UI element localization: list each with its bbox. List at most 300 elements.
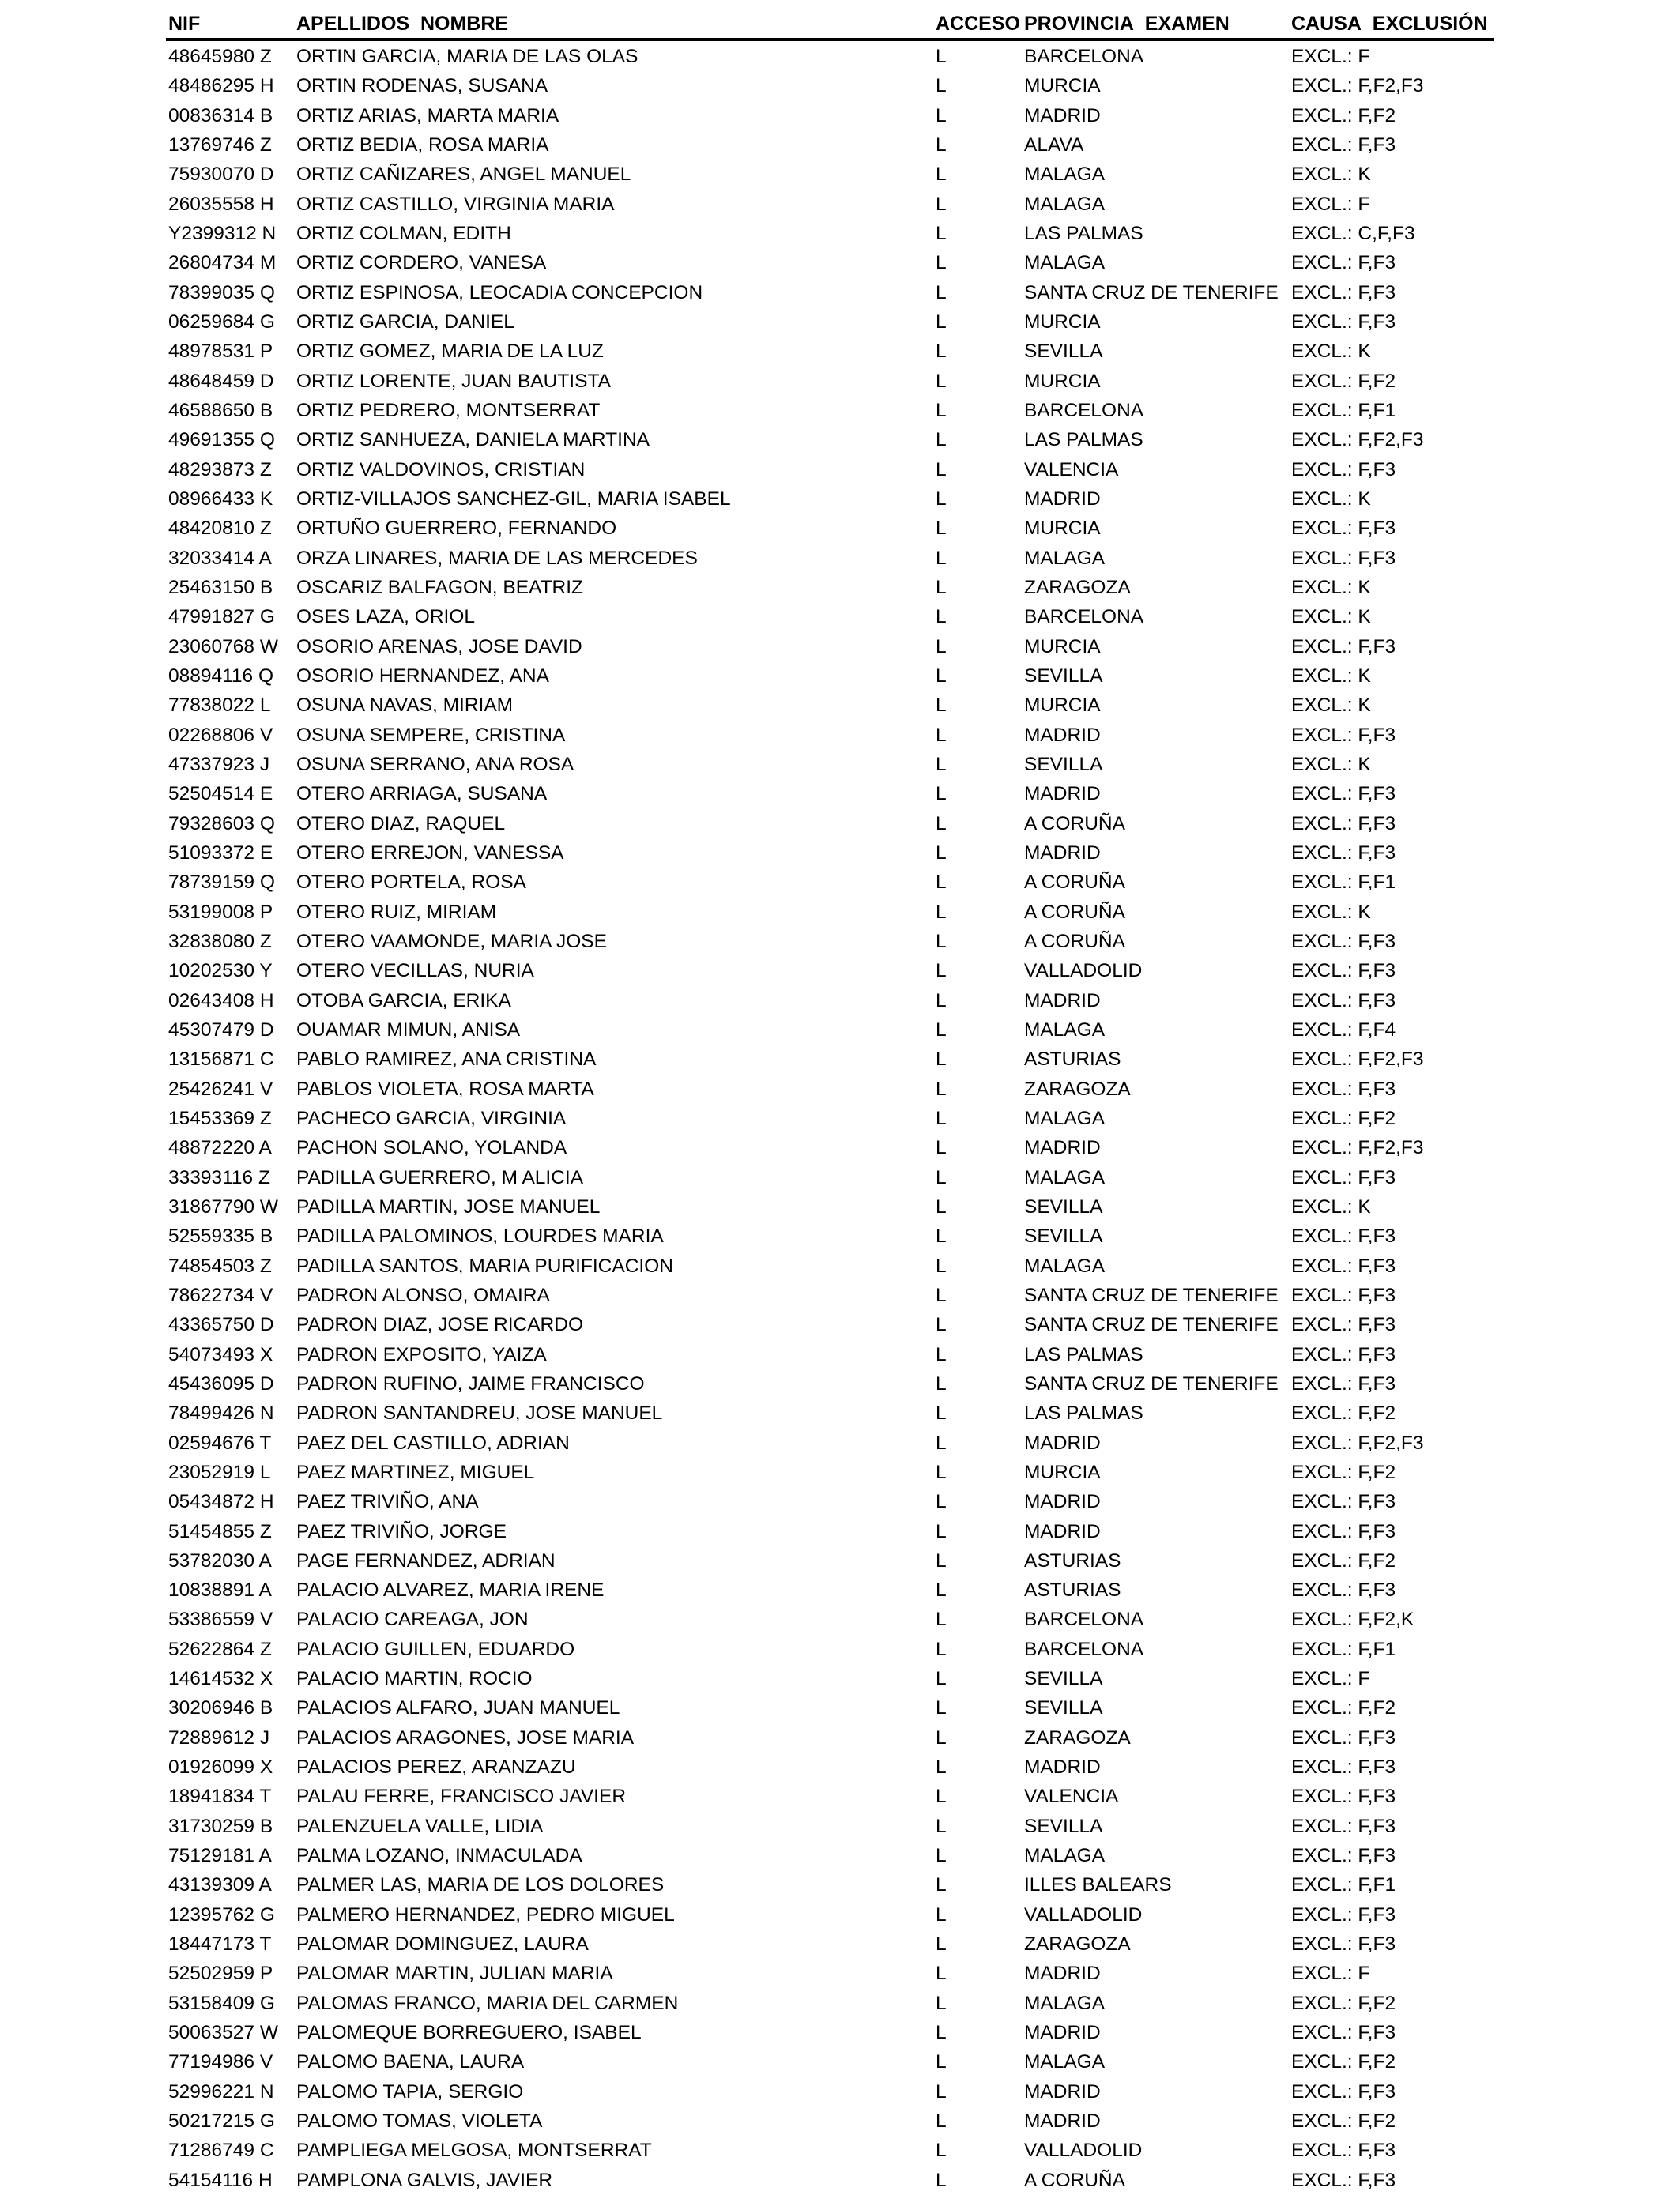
cell-causa-exclusion: EXCL.: F,F3 xyxy=(1291,1226,1396,1248)
table-row xyxy=(0,337,1680,366)
cell-apellidos-nombre: PADRON RUFINO, JAIME FRANCISCO xyxy=(296,1372,645,1395)
cell-provincia-examen: MADRID xyxy=(1024,1432,1101,1454)
table-row xyxy=(0,2107,1680,2136)
cell-apellidos-nombre: ORTUÑO GUERRERO, FERNANDO xyxy=(296,518,617,540)
cell-acceso: L xyxy=(936,1166,947,1188)
cell-acceso: L xyxy=(936,812,947,834)
cell-nif: 48293873 Z xyxy=(168,458,272,480)
cell-provincia-examen: ASTURIAS xyxy=(1024,1549,1121,1572)
cell-apellidos-nombre: ORZA LINARES, MARIA DE LAS MERCEDES xyxy=(296,547,698,569)
cell-acceso: L xyxy=(936,1786,947,1808)
cell-apellidos-nombre: PADILLA GUERRERO, M ALICIA xyxy=(296,1166,584,1188)
table-row xyxy=(0,307,1680,337)
cell-provincia-examen: MALAGA xyxy=(1024,164,1106,186)
cell-acceso: L xyxy=(936,222,947,244)
cell-apellidos-nombre: PACHON SOLANO, YOLANDA xyxy=(296,1137,567,1159)
cell-nif: 54073493 X xyxy=(168,1343,273,1365)
cell-acceso: L xyxy=(936,252,947,274)
cell-causa-exclusion: EXCL.: F,F3 xyxy=(1291,841,1396,864)
cell-provincia-examen: LAS PALMAS xyxy=(1024,222,1143,244)
cell-causa-exclusion: EXCL.: F,F2,F3 xyxy=(1291,1432,1424,1454)
cell-causa-exclusion: EXCL.: F,F3 xyxy=(1291,989,1396,1011)
cell-provincia-examen: ALAVA xyxy=(1024,134,1084,156)
cell-provincia-examen: A CORUÑA xyxy=(1024,872,1125,894)
cell-acceso: L xyxy=(936,1992,947,2014)
cell-provincia-examen: LAS PALMAS xyxy=(1024,1343,1143,1365)
cell-acceso: L xyxy=(936,1226,947,1248)
cell-provincia-examen: MADRID xyxy=(1024,841,1101,864)
cell-provincia-examen: SANTA CRUZ DE TENERIFE xyxy=(1024,1314,1279,1336)
table-row xyxy=(0,1369,1680,1399)
cell-causa-exclusion: EXCL.: F xyxy=(1291,1963,1370,1985)
cell-causa-exclusion: EXCL.: F,F3 xyxy=(1291,783,1396,805)
cell-apellidos-nombre: ORTIZ GOMEZ, MARIA DE LA LUZ xyxy=(296,341,604,363)
cell-nif: 15453369 Z xyxy=(168,1107,272,1129)
cell-apellidos-nombre: PALACIO GUILLEN, EDUARDO xyxy=(296,1638,575,1660)
cell-apellidos-nombre: PALACIOS ALFARO, JUAN MANUEL xyxy=(296,1697,620,1719)
cell-apellidos-nombre: PALOMO TOMAS, VIOLETA xyxy=(296,2110,543,2133)
cell-acceso: L xyxy=(936,1933,947,1956)
cell-nif: 53158409 G xyxy=(168,1992,275,2014)
cell-nif: 13769746 Z xyxy=(168,134,272,156)
cell-nif: 72889612 J xyxy=(168,1726,270,1749)
cell-nif: 78499426 N xyxy=(168,1402,274,1425)
cell-causa-exclusion: EXCL.: F,F3 xyxy=(1291,2140,1396,2162)
cell-apellidos-nombre: PALACIO CAREAGA, JON xyxy=(296,1609,529,1631)
cell-causa-exclusion: EXCL.: F,F3 xyxy=(1291,635,1396,657)
cell-acceso: L xyxy=(936,1018,947,1041)
cell-nif: 75129181 A xyxy=(168,1845,272,1867)
cell-causa-exclusion: EXCL.: F,F3 xyxy=(1291,930,1396,952)
cell-acceso: L xyxy=(936,872,947,894)
table-row xyxy=(0,1930,1680,1959)
cell-provincia-examen: SANTA CRUZ DE TENERIFE xyxy=(1024,1372,1279,1395)
cell-apellidos-nombre: OSUNA SEMPERE, CRISTINA xyxy=(296,724,566,746)
cell-apellidos-nombre: ORTIZ BEDIA, ROSA MARIA xyxy=(296,134,549,156)
cell-provincia-examen: MALAGA xyxy=(1024,1018,1106,1041)
cell-apellidos-nombre: PABLOS VIOLETA, ROSA MARTA xyxy=(296,1078,594,1100)
cell-acceso: L xyxy=(936,635,947,657)
table-row xyxy=(0,1252,1680,1281)
cell-provincia-examen: VALENCIA xyxy=(1024,458,1119,480)
cell-provincia-examen: MALAGA xyxy=(1024,1255,1106,1277)
cell-provincia-examen: VALLADOLID xyxy=(1024,1903,1143,1926)
cell-apellidos-nombre: PALACIOS ARAGONES, JOSE MARIA xyxy=(296,1726,635,1749)
cell-provincia-examen: SEVILLA xyxy=(1024,1697,1103,1719)
cell-causa-exclusion: EXCL.: K xyxy=(1291,341,1371,363)
table-row xyxy=(0,160,1680,189)
cell-apellidos-nombre: PAGE FERNANDEZ, ADRIAN xyxy=(296,1549,556,1572)
cell-provincia-examen: MALAGA xyxy=(1024,193,1106,215)
cell-apellidos-nombre: PAEZ TRIVIÑO, JORGE xyxy=(296,1520,507,1542)
header-nif: NIF xyxy=(168,13,201,35)
cell-causa-exclusion: EXCL.: F,F2,F3 xyxy=(1291,429,1424,451)
cell-causa-exclusion: EXCL.: F,F3 xyxy=(1291,1903,1396,1926)
table-row xyxy=(0,1015,1680,1045)
table-row xyxy=(0,1487,1680,1516)
cell-apellidos-nombre: PALOMAS FRANCO, MARIA DEL CARMEN xyxy=(296,1992,679,2014)
cell-nif: 30206946 B xyxy=(168,1697,273,1719)
cell-provincia-examen: VALLADOLID xyxy=(1024,960,1143,982)
cell-provincia-examen: MALAGA xyxy=(1024,1845,1106,1867)
cell-acceso: L xyxy=(936,1372,947,1395)
table-row xyxy=(0,1693,1680,1722)
cell-apellidos-nombre: ORTIZ ESPINOSA, LEOCADIA CONCEPCION xyxy=(296,281,703,303)
cell-provincia-examen: VALENCIA xyxy=(1024,1786,1119,1808)
cell-causa-exclusion: EXCL.: K xyxy=(1291,665,1371,687)
table-row xyxy=(0,927,1680,956)
cell-causa-exclusion: EXCL.: F,F3 xyxy=(1291,2022,1396,2044)
table-row xyxy=(0,278,1680,307)
cell-apellidos-nombre: OTERO VAAMONDE, MARIA JOSE xyxy=(296,930,607,952)
cell-acceso: L xyxy=(936,134,947,156)
cell-acceso: L xyxy=(936,458,947,480)
cell-provincia-examen: MADRID xyxy=(1024,2110,1101,2133)
cell-nif: 33393116 Z xyxy=(168,1166,270,1188)
table-row xyxy=(0,42,1680,71)
cell-nif: 05434872 H xyxy=(168,1491,274,1513)
cell-nif: 23052919 L xyxy=(168,1461,271,1483)
table-row xyxy=(0,661,1680,691)
cell-acceso: L xyxy=(936,606,947,628)
cell-causa-exclusion: EXCL.: F,F3 xyxy=(1291,1491,1396,1513)
cell-apellidos-nombre: OSCARIZ BALFAGON, BEATRIZ xyxy=(296,576,584,598)
cell-nif: 02268806 V xyxy=(168,724,273,746)
cell-causa-exclusion: EXCL.: F,F2,K xyxy=(1291,1609,1414,1631)
cell-acceso: L xyxy=(936,193,947,215)
cell-nif: 52502959 P xyxy=(168,1963,273,1985)
cell-provincia-examen: ZARAGOZA xyxy=(1024,1933,1131,1956)
cell-causa-exclusion: EXCL.: F,F2 xyxy=(1291,2051,1396,2073)
cell-acceso: L xyxy=(936,901,947,923)
cell-nif: 75930070 D xyxy=(168,164,274,186)
table-row xyxy=(0,1163,1680,1192)
table-row xyxy=(0,1458,1680,1487)
cell-causa-exclusion: EXCL.: K xyxy=(1291,488,1371,510)
cell-acceso: L xyxy=(936,1343,947,1365)
cell-provincia-examen: MADRID xyxy=(1024,2022,1101,2044)
cell-nif: 48645980 Z xyxy=(168,46,272,67)
cell-apellidos-nombre: PACHECO GARCIA, VIRGINIA xyxy=(296,1107,567,1129)
cell-acceso: L xyxy=(936,1963,947,1985)
cell-apellidos-nombre: PALOMO BAENA, LAURA xyxy=(296,2051,525,2073)
cell-acceso: L xyxy=(936,724,947,746)
cell-apellidos-nombre: ORTIZ ARIAS, MARTA MARIA xyxy=(296,104,559,126)
cell-apellidos-nombre: PAMPLIEGA MELGOSA, MONTSERRAT xyxy=(296,2140,652,2162)
cell-causa-exclusion: EXCL.: K xyxy=(1291,164,1371,186)
table-row xyxy=(0,898,1680,927)
cell-provincia-examen: MURCIA xyxy=(1024,75,1101,97)
table-row xyxy=(0,573,1680,602)
cell-apellidos-nombre: OTERO ERREJON, VANESSA xyxy=(296,841,564,864)
cell-apellidos-nombre: PAEZ MARTINEZ, MIGUEL xyxy=(296,1461,535,1483)
cell-causa-exclusion: EXCL.: K xyxy=(1291,1195,1371,1218)
cell-causa-exclusion: EXCL.: F,F3 xyxy=(1291,1845,1396,1867)
cell-nif: 77838022 L xyxy=(168,695,271,717)
table-row xyxy=(0,190,1680,219)
cell-nif: 71286749 C xyxy=(168,2140,274,2162)
cell-causa-exclusion: EXCL.: F,F2 xyxy=(1291,1107,1396,1129)
cell-causa-exclusion: EXCL.: F,F3 xyxy=(1291,1815,1396,1837)
cell-nif: 13156871 C xyxy=(168,1049,274,1071)
cell-acceso: L xyxy=(936,695,947,717)
cell-causa-exclusion: EXCL.: F,F2 xyxy=(1291,1402,1396,1425)
cell-provincia-examen: SEVILLA xyxy=(1024,341,1103,363)
table-row xyxy=(0,396,1680,425)
cell-causa-exclusion: EXCL.: F,F3 xyxy=(1291,812,1396,834)
cell-apellidos-nombre: ORTIZ CORDERO, VANESA xyxy=(296,252,547,274)
cell-provincia-examen: MADRID xyxy=(1024,1491,1101,1513)
cell-causa-exclusion: EXCL.: F,F3 xyxy=(1291,1166,1396,1188)
cell-causa-exclusion: EXCL.: F,F3 xyxy=(1291,1933,1396,1956)
cell-apellidos-nombre: OTERO ARRIAGA, SUSANA xyxy=(296,783,548,805)
cell-apellidos-nombre: OUAMAR MIMUN, ANISA xyxy=(296,1018,521,1041)
cell-apellidos-nombre: OSUNA SERRANO, ANA ROSA xyxy=(296,753,574,775)
cell-causa-exclusion: EXCL.: F,F3 xyxy=(1291,724,1396,746)
cell-causa-exclusion: EXCL.: F,F3 xyxy=(1291,1284,1396,1306)
cell-causa-exclusion: EXCL.: F,F1 xyxy=(1291,1874,1396,1896)
cell-provincia-examen: MADRID xyxy=(1024,2080,1101,2103)
cell-acceso: L xyxy=(936,2110,947,2133)
cell-provincia-examen: ZARAGOZA xyxy=(1024,1078,1131,1100)
cell-nif: 43139309 A xyxy=(168,1874,272,1896)
cell-acceso: L xyxy=(936,1520,947,1542)
cell-nif: 53199008 P xyxy=(168,901,273,923)
cell-nif: 48978531 P xyxy=(168,341,273,363)
cell-provincia-examen: A CORUÑA xyxy=(1024,930,1125,952)
cell-provincia-examen: MADRID xyxy=(1024,783,1101,805)
cell-acceso: L xyxy=(936,1815,947,1837)
cell-provincia-examen: MURCIA xyxy=(1024,518,1101,540)
table-row xyxy=(0,2077,1680,2107)
cell-causa-exclusion: EXCL.: F,F3 xyxy=(1291,134,1396,156)
cell-nif: 74854503 Z xyxy=(168,1255,272,1277)
cell-acceso: L xyxy=(936,488,947,510)
cell-nif: 32838080 Z xyxy=(168,930,272,952)
cell-apellidos-nombre: ORTIZ VALDOVINOS, CRISTIAN xyxy=(296,458,586,480)
cell-acceso: L xyxy=(936,2080,947,2103)
cell-causa-exclusion: EXCL.: F,F3 xyxy=(1291,2080,1396,2103)
cell-apellidos-nombre: ORTIZ SANHUEZA, DANIELA MARTINA xyxy=(296,429,650,451)
cell-nif: 06259684 G xyxy=(168,311,275,333)
cell-acceso: L xyxy=(936,1845,947,1867)
header-apellidos-nombre: APELLIDOS_NOMBRE xyxy=(296,13,509,35)
cell-nif: 10202530 Y xyxy=(168,960,273,982)
cell-acceso: L xyxy=(936,1756,947,1779)
cell-provincia-examen: MADRID xyxy=(1024,1756,1101,1779)
cell-causa-exclusion: EXCL.: F,F2 xyxy=(1291,1992,1396,2014)
cell-causa-exclusion: EXCL.: K xyxy=(1291,753,1371,775)
cell-nif: 18941834 T xyxy=(168,1786,272,1808)
cell-causa-exclusion: EXCL.: F,F2 xyxy=(1291,370,1396,392)
cell-acceso: L xyxy=(936,2169,947,2191)
cell-provincia-examen: MURCIA xyxy=(1024,370,1101,392)
cell-causa-exclusion: EXCL.: F,F3 xyxy=(1291,1786,1396,1808)
cell-acceso: L xyxy=(936,576,947,598)
cell-acceso: L xyxy=(936,1137,947,1159)
cell-acceso: L xyxy=(936,960,947,982)
table-row xyxy=(0,367,1680,396)
cell-apellidos-nombre: PAEZ DEL CASTILLO, ADRIAN xyxy=(296,1432,570,1454)
cell-nif: 53782030 A xyxy=(168,1549,272,1572)
table-row xyxy=(0,1605,1680,1634)
cell-nif: 47991827 G xyxy=(168,606,275,628)
cell-apellidos-nombre: ORTIZ CASTILLO, VIRGINIA MARIA xyxy=(296,193,615,215)
cell-causa-exclusion: EXCL.: F xyxy=(1291,193,1370,215)
cell-nif: 48420810 Z xyxy=(168,518,272,540)
table-row xyxy=(0,425,1680,454)
cell-apellidos-nombre: PADILLA MARTIN, JOSE MANUEL xyxy=(296,1195,601,1218)
cell-apellidos-nombre: ORTIZ LORENTE, JUAN BAUTISTA xyxy=(296,370,611,392)
cell-acceso: L xyxy=(936,1726,947,1749)
table-row xyxy=(0,1841,1680,1870)
cell-nif: 00836314 B xyxy=(168,104,273,126)
table-row xyxy=(0,1576,1680,1605)
cell-causa-exclusion: EXCL.: F,F3 xyxy=(1291,547,1396,569)
cell-nif: 78399035 Q xyxy=(168,281,275,303)
cell-apellidos-nombre: OTOBA GARCIA, ERIKA xyxy=(296,989,511,1011)
cell-acceso: L xyxy=(936,1903,947,1926)
cell-acceso: L xyxy=(936,1638,947,1660)
cell-acceso: L xyxy=(936,1078,947,1100)
cell-acceso: L xyxy=(936,1402,947,1425)
cell-causa-exclusion: EXCL.: F,F2 xyxy=(1291,2110,1396,2133)
cell-provincia-examen: MURCIA xyxy=(1024,311,1101,333)
cell-apellidos-nombre: PADILLA PALOMINOS, LOURDES MARIA xyxy=(296,1226,664,1248)
cell-provincia-examen: BARCELONA xyxy=(1024,399,1144,421)
cell-provincia-examen: ZARAGOZA xyxy=(1024,1726,1131,1749)
cell-apellidos-nombre: ORTIZ COLMAN, EDITH xyxy=(296,222,511,244)
header-acceso: ACCESO xyxy=(936,13,1020,35)
cell-apellidos-nombre: PALMER LAS, MARIA DE LOS DOLORES xyxy=(296,1874,665,1896)
cell-apellidos-nombre: PALMERO HERNANDEZ, PEDRO MIGUEL xyxy=(296,1903,675,1926)
cell-causa-exclusion: EXCL.: K xyxy=(1291,695,1371,717)
cell-apellidos-nombre: PALOMAR MARTIN, JULIAN MARIA xyxy=(296,1963,613,1985)
table-row xyxy=(0,1310,1680,1339)
cell-causa-exclusion: EXCL.: F,F3 xyxy=(1291,1343,1396,1365)
cell-apellidos-nombre: PADRON DIAZ, JOSE RICARDO xyxy=(296,1314,584,1336)
cell-causa-exclusion: EXCL.: C,F,F3 xyxy=(1291,222,1415,244)
cell-apellidos-nombre: ORTIZ-VILLAJOS SANCHEZ-GIL, MARIA ISABEL xyxy=(296,488,731,510)
cell-acceso: L xyxy=(936,104,947,126)
cell-provincia-examen: BARCELONA xyxy=(1024,1638,1144,1660)
cell-nif: 53386559 V xyxy=(168,1609,273,1631)
cell-provincia-examen: MALAGA xyxy=(1024,1992,1106,2014)
cell-nif: 45436095 D xyxy=(168,1372,274,1395)
cell-provincia-examen: MURCIA xyxy=(1024,635,1101,657)
cell-nif: 51093372 E xyxy=(168,841,273,864)
table-row xyxy=(0,1900,1680,1930)
cell-causa-exclusion: EXCL.: F,F3 xyxy=(1291,1255,1396,1277)
cell-acceso: L xyxy=(936,2140,947,2162)
cell-provincia-examen: MURCIA xyxy=(1024,1461,1101,1483)
table-row xyxy=(0,1281,1680,1310)
cell-nif: 48872220 A xyxy=(168,1137,272,1159)
cell-acceso: L xyxy=(936,930,947,952)
cell-apellidos-nombre: PALACIO MARTIN, ROCIO xyxy=(296,1668,533,1690)
cell-provincia-examen: ILLES BALEARS xyxy=(1024,1874,1172,1896)
cell-causa-exclusion: EXCL.: F,F2 xyxy=(1291,1549,1396,1572)
cell-nif: 79328603 Q xyxy=(168,812,275,834)
cell-apellidos-nombre: PALOMEQUE BORREGUERO, ISABEL xyxy=(296,2022,642,2044)
cell-provincia-examen: SANTA CRUZ DE TENERIFE xyxy=(1024,281,1279,303)
cell-causa-exclusion: EXCL.: F,F3 xyxy=(1291,281,1396,303)
table-row xyxy=(0,1989,1680,2018)
cell-nif: 23060768 W xyxy=(168,635,278,657)
table-row xyxy=(0,2166,1680,2195)
cell-causa-exclusion: EXCL.: F,F2 xyxy=(1291,1697,1396,1719)
cell-provincia-examen: BARCELONA xyxy=(1024,46,1144,67)
table-row xyxy=(0,1546,1680,1576)
cell-acceso: L xyxy=(936,1579,947,1602)
cell-provincia-examen: VALLADOLID xyxy=(1024,2140,1143,2162)
cell-apellidos-nombre: PALACIOS PEREZ, ARANZAZU xyxy=(296,1756,576,1779)
cell-causa-exclusion: EXCL.: F,F3 xyxy=(1291,1314,1396,1336)
table-row xyxy=(0,1782,1680,1811)
cell-apellidos-nombre: ORTIZ PEDRERO, MONTSERRAT xyxy=(296,399,601,421)
table-row xyxy=(0,1959,1680,1988)
cell-acceso: L xyxy=(936,1609,947,1631)
cell-causa-exclusion: EXCL.: F,F3 xyxy=(1291,1726,1396,1749)
cell-nif: 10838891 A xyxy=(168,1579,272,1602)
cell-nif: 52996221 N xyxy=(168,2080,274,2103)
table-row xyxy=(0,1870,1680,1899)
cell-provincia-examen: BARCELONA xyxy=(1024,606,1144,628)
cell-acceso: L xyxy=(936,370,947,392)
header-causa-exclusion: CAUSA_EXCLUSIÓN xyxy=(1291,13,1488,35)
cell-acceso: L xyxy=(936,989,947,1011)
cell-provincia-examen: MALAGA xyxy=(1024,1166,1106,1188)
cell-provincia-examen: MADRID xyxy=(1024,488,1101,510)
cell-causa-exclusion: EXCL.: F xyxy=(1291,1668,1370,1690)
table-row xyxy=(0,1723,1680,1753)
table-row xyxy=(0,1429,1680,1458)
cell-acceso: L xyxy=(936,1107,947,1129)
table-row xyxy=(0,868,1680,897)
table-row xyxy=(0,1133,1680,1162)
cell-nif: 08894116 Q xyxy=(168,665,274,687)
cell-nif: 32033414 A xyxy=(168,547,272,569)
table-row xyxy=(0,2047,1680,2076)
cell-nif: 45307479 D xyxy=(168,1018,274,1041)
cell-causa-exclusion: EXCL.: F,F2 xyxy=(1291,104,1396,126)
cell-provincia-examen: MALAGA xyxy=(1024,252,1106,274)
cell-causa-exclusion: EXCL.: F,F3 xyxy=(1291,1078,1396,1100)
cell-provincia-examen: SEVILLA xyxy=(1024,665,1103,687)
cell-acceso: L xyxy=(936,1432,947,1454)
table-row xyxy=(0,956,1680,985)
cell-causa-exclusion: EXCL.: F,F4 xyxy=(1291,1018,1396,1041)
cell-apellidos-nombre: PALACIO ALVAREZ, MARIA IRENE xyxy=(296,1579,605,1602)
cell-provincia-examen: SEVILLA xyxy=(1024,753,1103,775)
cell-apellidos-nombre: PADRON EXPOSITO, YAIZA xyxy=(296,1343,547,1365)
table-row xyxy=(0,1635,1680,1664)
cell-provincia-examen: LAS PALMAS xyxy=(1024,429,1143,451)
cell-nif: 47337923 J xyxy=(168,753,270,775)
cell-provincia-examen: MADRID xyxy=(1024,1137,1101,1159)
table-row xyxy=(0,1045,1680,1074)
cell-nif: 02643408 H xyxy=(168,989,274,1011)
cell-provincia-examen: MADRID xyxy=(1024,1520,1101,1542)
cell-provincia-examen: MALAGA xyxy=(1024,2051,1106,2073)
cell-causa-exclusion: EXCL.: K xyxy=(1291,901,1371,923)
table-row xyxy=(0,130,1680,160)
cell-provincia-examen: MADRID xyxy=(1024,724,1101,746)
cell-acceso: L xyxy=(936,1668,947,1690)
cell-apellidos-nombre: PABLO RAMIREZ, ANA CRISTINA xyxy=(296,1049,597,1071)
cell-nif: 48648459 D xyxy=(168,370,274,392)
cell-apellidos-nombre: ORTIN GARCIA, MARIA DE LAS OLAS xyxy=(296,46,638,67)
